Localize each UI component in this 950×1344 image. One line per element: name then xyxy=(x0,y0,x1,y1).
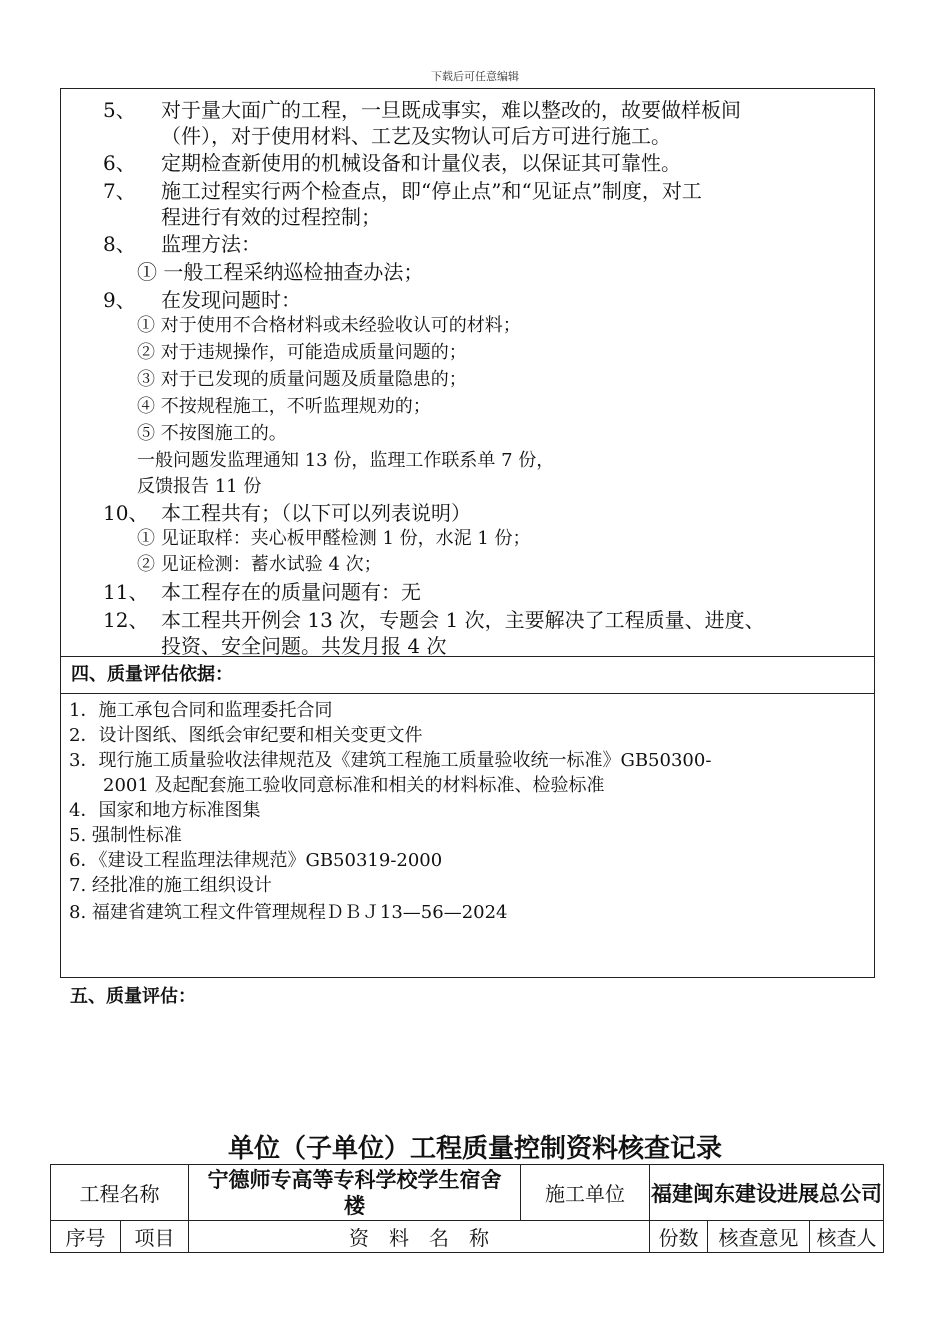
header-document-name: 资 料 名 称 xyxy=(189,1221,650,1253)
basis-item: 6．《建设工程监理法律规范》GB50319-2000 xyxy=(69,850,443,871)
basis-item: 1．施工承包合同和监理委托合同 xyxy=(69,700,333,721)
header-reviewer: 核查人 xyxy=(810,1221,884,1253)
header-serial-no: 序号 xyxy=(51,1221,121,1253)
header-review-opinion: 核查意见 xyxy=(708,1221,810,1253)
supervision-items-box: 5、 对于量大面广的工程，一旦既成事实，难以整改的，故要做样板间 （件），对于使用材料、工艺及实物认可后方可进行施工。 6、 定期检查新使用的机械设备和计量仪表，以保证其可靠性。 7、 施工过程实行两个检查点，即“停止点”和“见证点”制度，对工 程进行有效的过程控制； 8、 监理方法： ① 一般工程采纳巡检抽查办法； 9、 在发现问题时： ① 对于使用不合格材料或未经验收认可的材料； ② 对于违规操作，可能造成质量问题的； ③ 对于已发现的质量问题及质量隐患的； ④ 不按规程施工，不听监理规劝的； ⑤ 不按图施工的。 一般问题发监理通知 13 份，监理工作联系单 7 份， 反馈报告 11 份 10、 本工程共有；（以下可以列表说明） ① 见证取样：夹心板甲醛检测 1 份，水泥 1 份； ② 见证检测：蓄水试验 4 次； 11、 本工程存在的质量问题有：无 12、 本工程共开例会 13 次，专题会 1 次，主要解决了工程质量、进度、 投资、安全问题。共发月报 4 次 xyxy=(60,88,875,656)
project-name-value: 宁德师专高等专科学校学生宿舍楼 xyxy=(189,1165,521,1221)
assessment-basis-box xyxy=(60,693,875,978)
document-title: 单位（子单位）工程质量控制资料核查记录 xyxy=(227,1134,722,1164)
quality-control-record-table xyxy=(50,1164,884,1253)
project-name-label: 工程名称 xyxy=(51,1165,189,1221)
header-copies: 份数 xyxy=(650,1221,708,1253)
basis-item: 3．现行施工质量验收法律规范及《建筑工程施工质量验收统一标准》GB50300- xyxy=(69,750,712,771)
basis-item: 4．国家和地方标准图集 xyxy=(69,800,261,821)
basis-item: 7. 经批准的施工组织设计 xyxy=(69,875,272,896)
contractor-label: 施工单位 xyxy=(521,1165,650,1221)
header-note: 下载后可任意编辑 xyxy=(431,70,519,83)
basis-item-continued: 2001 及起配套施工验收同意标准和相关的材料标准、检验标准 xyxy=(103,775,605,796)
section-4-title: 四、质量评估依据： xyxy=(60,656,875,694)
section-5-title: 五、质量评估： xyxy=(70,986,196,1007)
basis-item: 2．设计图纸、图纸会审纪要和相关变更文件 xyxy=(69,725,423,746)
basis-item: 8. 福建省建筑工程文件管理规程ＤＢＪ13—56—2024 xyxy=(69,902,508,923)
basis-item: 5. 强制性标准 xyxy=(69,825,182,846)
header-item: 项目 xyxy=(121,1221,189,1253)
contractor-value: 福建闽东建设进展总公司 xyxy=(650,1165,884,1221)
